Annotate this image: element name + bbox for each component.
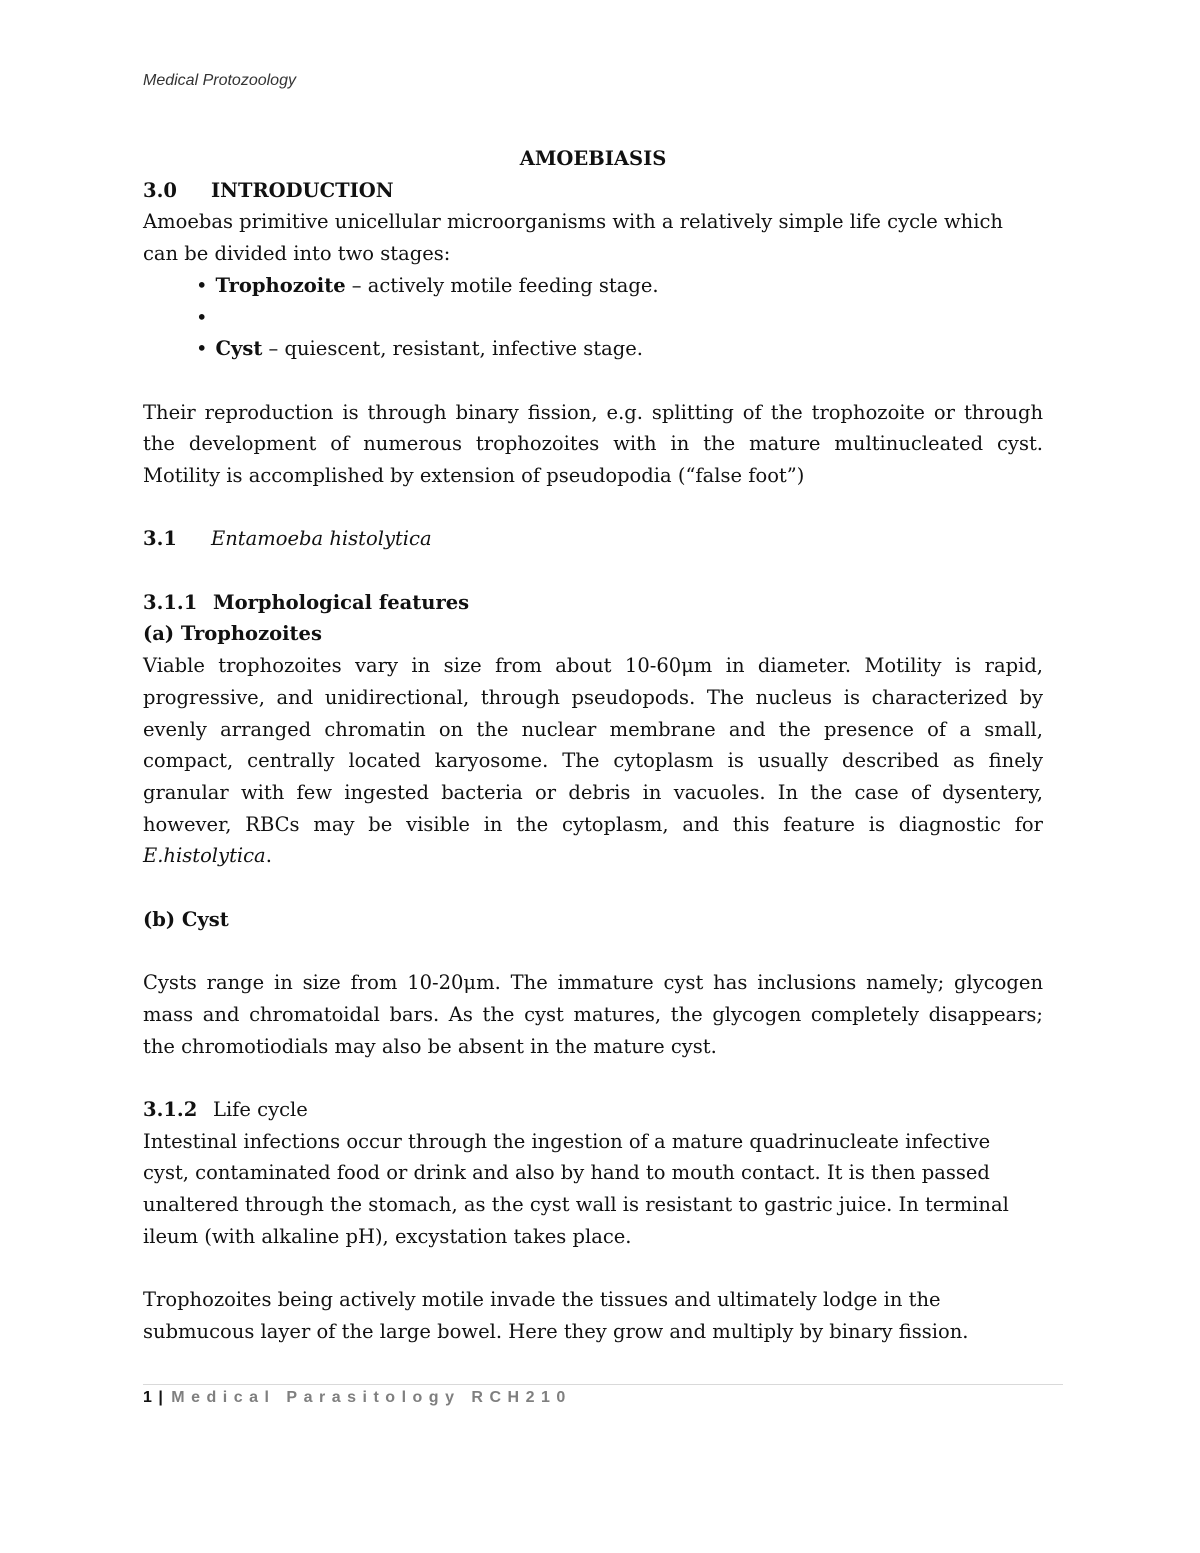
life-cycle-paragraph-1: Intestinal infections occur through the ingestion of a mature quadrinucleate infective cyst, contaminated food or drink and also by hand to mouth contact. It is then passed unaltered through the stomach, as the cyst wall is resistant to gastric juice. In terminal ileum (with alkaline pH), excystation takes place. — [143, 1129, 1009, 1248]
trophozoite-text: Viable trophozoites vary in size from about 10-60μm in diameter. Motility is rapid, progressive, and unidirectional, through pseudopods. The nucleus is characterized by evenly arranged chromatin on the nuclear membrane and the presence of a small, compact, centrally located karyosome. The cytoplasm is usually described as finely granular with few ingested bacteria or debris in vacuoles. In the case of dysentery, however, RBCs may be visible in the cytoplasm, and this feature is diagnostic for — [143, 654, 1043, 836]
list-spacer — [196, 302, 1043, 334]
life-cycle-paragraph-2: Trophozoites being actively motile invade the tissues and ultimately lodge in the submucous layer of the large bowel. Here they grow and multiply by binary fission. — [143, 1288, 969, 1343]
trophozoite-paragraph — [143, 650, 1043, 872]
section-heading-species — [143, 523, 1043, 555]
section-number: 3.1.2 — [143, 1097, 198, 1121]
species-name: Entamoeba histolytica — [211, 527, 432, 551]
section-title: Life cycle — [213, 1097, 308, 1121]
footer-separator: | — [158, 1389, 163, 1406]
bullet-desc: – quiescent, resistant, infective stage. — [262, 337, 643, 361]
section-title: INTRODUCTION — [211, 178, 394, 202]
list-item — [196, 270, 1043, 302]
list-item — [196, 333, 1043, 365]
footer-divider — [143, 1384, 1063, 1385]
document-body — [143, 143, 1043, 1348]
bullet-term: Trophozoite — [215, 273, 346, 297]
footer-course-title: Medical Parasitology RCH210 — [171, 1389, 572, 1406]
running-header: Medical Protozoology — [143, 72, 296, 89]
reproduction-paragraph: Their reproduction is through binary fission, e.g. splitting of the trophozoite or through the development of numerous trophozoites with in the mature multinucleated cyst. Motility is accomplished by extension of pseudopodia (“false foot”) — [143, 400, 1043, 487]
section-number: 3.1.1 — [143, 590, 198, 614]
section-title: Morphological features — [213, 590, 470, 614]
intro-paragraph: Amoebas primitive unicellular microorganisms with a relatively simple life cycle which can be divided into two stages: — [143, 210, 1003, 266]
section-number: 3.1 — [143, 527, 177, 551]
section-heading-introduction — [143, 175, 1043, 207]
species-abbrev: E.histolytica — [143, 844, 266, 868]
cyst-paragraph: Cysts range in size from 10-20μm. The immature cyst has inclusions namely; glycogen mass and chromatoidal bars. As the cyst matures, the glycogen completely disappears; the chromotiodials may also be absent in the mature cyst. — [143, 971, 1043, 1058]
page-number: 1 — [143, 1389, 152, 1406]
bullet-term: Cyst — [215, 337, 263, 361]
section-heading-life-cycle — [143, 1094, 1043, 1126]
document-title: AMOEBIASIS — [519, 147, 667, 170]
bullet-desc: – actively motile feeding stage. — [345, 273, 659, 297]
page-footer — [143, 1389, 572, 1407]
trophozoite-end: . — [265, 844, 272, 868]
stages-list — [143, 270, 1043, 365]
subheading-trophozoites: (a) Trophozoites — [143, 622, 322, 646]
section-heading-morphology — [143, 587, 1043, 619]
subheading-cyst: (b) Cyst — [143, 907, 229, 931]
section-number: 3.0 — [143, 178, 177, 202]
